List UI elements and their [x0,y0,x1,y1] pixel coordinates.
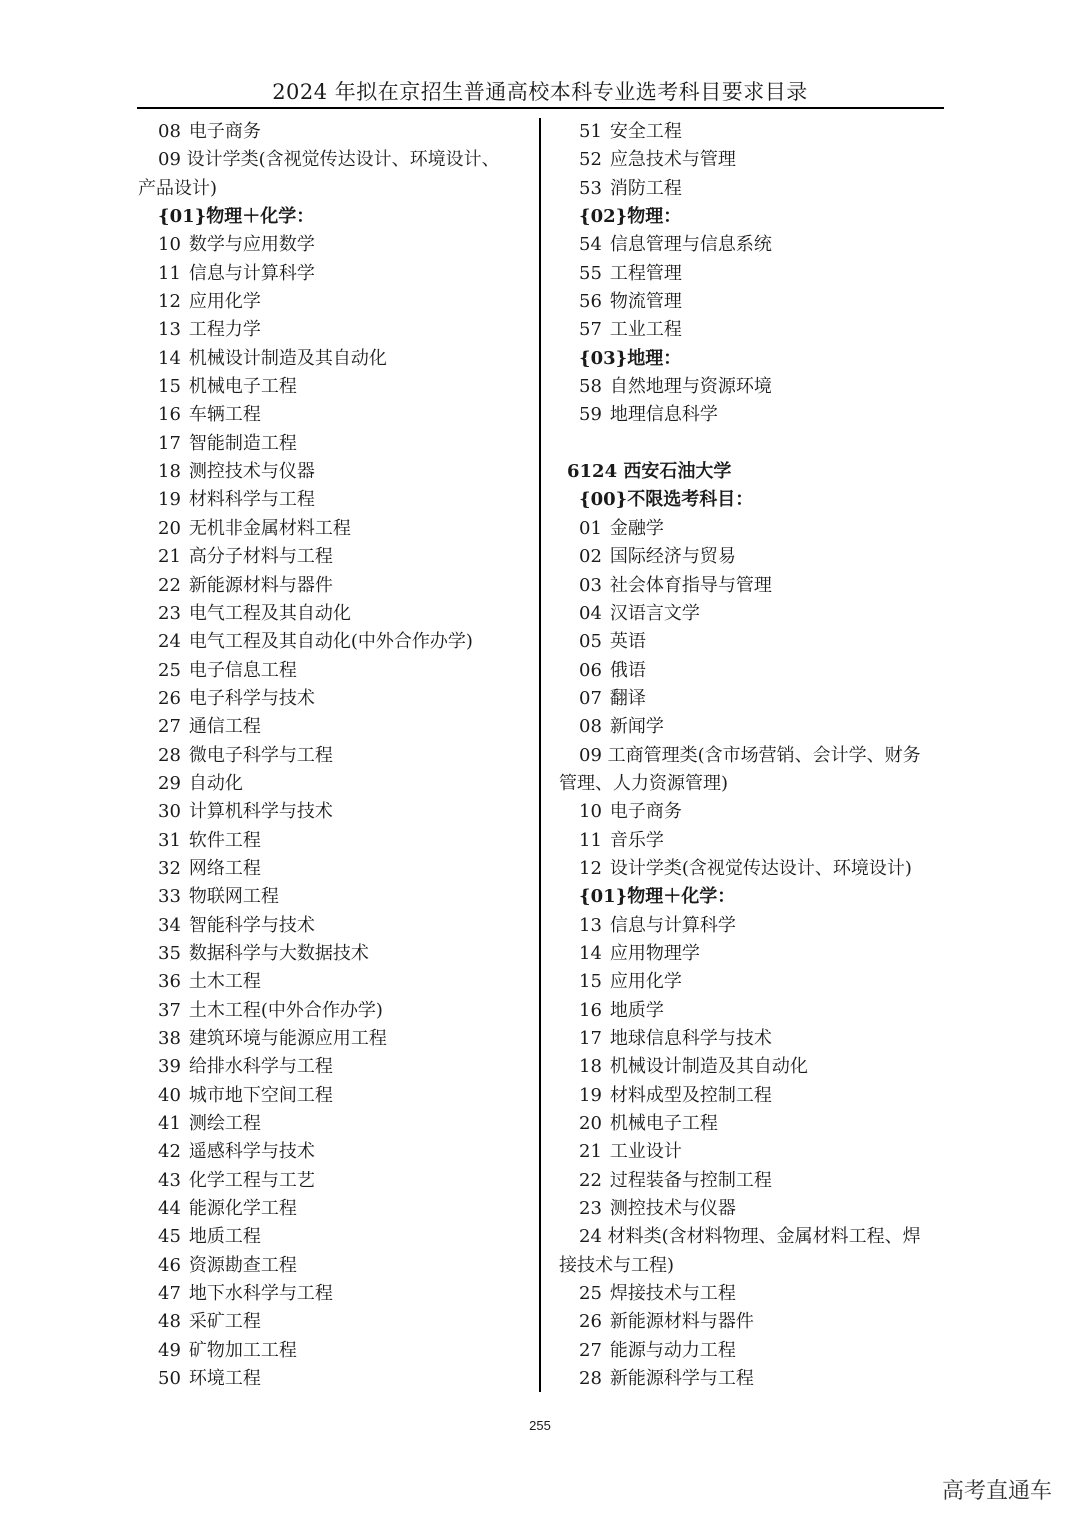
major-name: 焊接技术与工程 [609,1283,736,1305]
major-code: 35 [158,942,181,964]
major-name: 智能制造工程 [188,432,297,454]
major-name: 安全工程 [609,121,682,142]
major-item [138,798,533,826]
major-item [138,685,533,713]
major-item [559,231,954,259]
header-rule [137,107,944,109]
major-item [138,912,533,940]
major-code: 12 [158,291,181,313]
major-code: 20 [579,1113,602,1135]
major-name: 无机非金属材料工程 [188,517,351,539]
major-name: 设计学类(含视觉传达设计、环境设计) [609,857,912,879]
major-item [138,600,533,628]
major-name: 地质学 [609,999,664,1021]
major-name: 电气工程及其自动化(中外合作办学) [188,631,473,653]
major-item [138,373,533,401]
major-code: 57 [579,319,602,341]
major-item [559,855,954,883]
page-number: 255 [529,1418,551,1433]
major-item [138,628,533,656]
major-name: 应急技术与管理 [609,149,736,171]
major-name: 俄语 [609,659,646,681]
major-code: 15 [579,971,602,993]
major-code: 07 [579,687,602,709]
major-name: 高分子材料与工程 [188,546,333,568]
major-item-wrapped-line: 09 设计学类(含视觉传达设计、环境设计、 [158,149,500,171]
major-item [138,1365,533,1393]
major-name: 微电子科学与工程 [188,744,333,766]
major-item [559,515,954,543]
major-name: 信息与计算科学 [609,914,736,936]
major-item [138,1195,533,1223]
major-item [559,600,954,628]
major-name: 计算机科学与技术 [188,801,333,823]
major-code: 08 [158,121,181,142]
major-name: 应用化学 [188,291,261,313]
major-code: 19 [158,489,181,511]
major-code: 56 [579,291,602,313]
major-code: 38 [158,1028,181,1049]
major-code: 06 [579,659,602,681]
major-item [138,1167,533,1195]
major-code: 51 [579,121,602,142]
major-name: 机械电子工程 [188,376,297,398]
major-name: 机械设计制造及其自动化 [609,1056,808,1078]
major-name: 数学与应用数学 [188,234,315,256]
major-name: 物流管理 [609,291,682,313]
major-name: 材料成型及控制工程 [609,1084,772,1106]
major-name: 机械设计制造及其自动化 [188,347,387,369]
major-name: 能源化学工程 [188,1198,297,1220]
major-code: 01 [579,517,602,539]
major-item [559,657,954,685]
major-item [138,770,533,798]
major-code: 32 [158,857,181,879]
column-divider [539,118,541,1392]
major-name: 翻译 [609,687,646,709]
major-name: 矿物加工工程 [188,1339,297,1361]
major-code: 26 [579,1311,602,1333]
major-code: 58 [579,376,602,398]
major-name: 电子商务 [188,121,261,142]
major-name: 通信工程 [188,716,261,738]
major-name: 网络工程 [188,857,261,879]
institution-heading: 6124 西安石油大学 [567,461,732,483]
major-item-wrapped-line: 接技术与工程) [559,1254,675,1276]
major-item [559,912,954,940]
major-code: 27 [158,716,181,738]
major-code: 10 [579,801,602,823]
major-name: 智能科学与技术 [188,914,315,936]
major-item [138,883,533,911]
major-item-wrapped-line: 09 工商管理类(含市场营销、会计学、财务 [579,744,921,766]
major-name: 遥感科学与技术 [188,1141,315,1163]
major-code: 17 [579,1028,602,1049]
major-item [138,572,533,600]
major-item [138,968,533,996]
major-code: 49 [158,1339,181,1361]
major-code: 45 [158,1226,181,1248]
major-code: 08 [579,716,602,738]
major-code: 23 [579,1198,602,1220]
major-code: 27 [579,1339,602,1361]
major-item [138,260,533,288]
major-name: 电气工程及其自动化 [188,602,351,624]
major-item [559,940,954,968]
major-item [138,1025,533,1053]
major-code: 11 [158,262,181,284]
major-item [138,827,533,855]
major-item [559,1053,954,1081]
major-code: 18 [158,461,181,483]
major-name: 地下水科学与工程 [188,1283,333,1305]
major-code: 12 [579,857,602,879]
major-name: 采矿工程 [188,1311,261,1333]
major-code: 54 [579,234,602,256]
major-name: 土木工程(中外合作办学) [188,999,383,1021]
major-name: 自然地理与资源环境 [609,376,772,398]
major-name: 消防工程 [609,177,682,199]
major-code: 25 [579,1283,602,1305]
major-code: 59 [579,404,602,426]
major-name: 工业设计 [609,1141,682,1163]
major-code: 34 [158,914,181,936]
major-name: 车辆工程 [188,404,261,426]
major-name: 工业工程 [609,319,682,341]
major-name: 建筑环境与能源应用工程 [188,1028,387,1049]
major-name: 过程装备与控制工程 [609,1169,772,1191]
major-name: 材料科学与工程 [188,489,315,511]
major-item [138,1280,533,1308]
major-item-wrapped-line: 24 材料类(含材料物理、金属材料工程、焊 [579,1226,921,1248]
major-item [559,572,954,600]
major-code: 55 [579,262,602,284]
major-code: 10 [158,234,181,256]
major-item [138,1308,533,1336]
major-code: 53 [579,177,602,199]
major-item [138,118,533,146]
major-code: 39 [158,1056,181,1078]
major-code: 50 [158,1368,181,1390]
major-item-wrapped-line: 产品设计) [138,177,218,199]
watermark: 高考直通车 [941,1479,1052,1504]
major-item [138,345,533,373]
major-item [559,401,954,429]
major-item [138,430,533,458]
major-code: 41 [158,1113,181,1135]
major-item [138,940,533,968]
blank-line [559,430,954,458]
major-name: 测控技术与仪器 [609,1198,736,1220]
major-item [559,997,954,1025]
major-name: 软件工程 [188,829,261,851]
major-name: 国际经济与贸易 [609,546,736,568]
major-item [138,458,533,486]
major-item [559,1082,954,1110]
major-name: 新能源材料与器件 [609,1311,754,1333]
major-code: 13 [158,319,181,341]
major-code: 17 [158,432,181,454]
major-item [138,742,533,770]
major-code: 22 [158,574,181,596]
major-item [138,1337,533,1365]
major-code: 22 [579,1169,602,1191]
major-item [138,316,533,344]
major-item [138,1110,533,1138]
major-item [138,1053,533,1081]
major-item [559,685,954,713]
major-name: 社会体育指导与管理 [609,574,772,596]
major-name: 音乐学 [609,829,664,851]
major-name: 金融学 [609,517,664,539]
major-code: 36 [158,971,181,993]
major-item [559,1365,954,1393]
left-column [138,118,533,1393]
major-name: 地球信息科学与技术 [609,1028,772,1049]
subject-requirement-heading: {01}物理＋化学： [579,886,736,908]
major-item [559,1308,954,1336]
major-code: 29 [158,772,181,794]
major-code: 48 [158,1311,181,1333]
major-name: 数据科学与大数据技术 [188,942,369,964]
major-item [559,1280,954,1308]
major-code: 30 [158,801,181,823]
major-item [559,1025,954,1053]
major-name: 新能源材料与器件 [188,574,333,596]
major-item [138,231,533,259]
major-code: 20 [158,517,181,539]
page-title: 2024 年拟在京招生普通高校本科专业选考科目要求目录 [272,80,808,104]
major-code: 44 [158,1198,181,1220]
major-name: 电子商务 [609,801,682,823]
major-name: 电子科学与技术 [188,687,315,709]
major-code: 11 [579,829,602,851]
major-code: 23 [158,602,181,624]
major-item [138,997,533,1025]
major-code: 42 [158,1141,181,1163]
major-item-wrapped-line: 管理、人力资源管理) [559,772,729,794]
major-item [138,288,533,316]
major-item [559,713,954,741]
major-item [559,146,954,174]
major-item [559,543,954,571]
major-name: 给排水科学与工程 [188,1056,333,1078]
major-item [138,401,533,429]
subject-requirement-heading: {03}地理： [579,347,682,369]
major-code: 19 [579,1084,602,1106]
major-item [138,713,533,741]
major-code: 24 [158,631,181,653]
major-name: 信息管理与信息系统 [609,234,772,256]
major-item [138,543,533,571]
major-item [559,260,954,288]
major-item [559,1195,954,1223]
major-item [559,1110,954,1138]
major-code: 28 [579,1368,602,1390]
major-code: 31 [158,829,181,851]
subject-requirement-heading: {01}物理＋化学： [158,206,315,228]
major-item [559,1337,954,1365]
major-code: 13 [579,914,602,936]
major-name: 新能源科学与工程 [609,1368,754,1390]
major-name: 化学工程与工艺 [188,1169,315,1191]
major-name: 能源与动力工程 [609,1339,736,1361]
major-name: 信息与计算科学 [188,262,315,284]
major-item [138,657,533,685]
right-column [559,118,954,1393]
major-item [559,968,954,996]
major-code: 14 [158,347,181,369]
major-code: 26 [158,687,181,709]
subject-requirement-heading: {00}不限选考科目： [579,489,754,511]
major-name: 机械电子工程 [609,1113,718,1135]
major-item [138,1138,533,1166]
major-name: 地理信息科学 [609,404,718,426]
major-item [138,1252,533,1280]
major-code: 18 [579,1056,602,1078]
major-code: 25 [158,659,181,681]
major-item [559,628,954,656]
major-item [559,316,954,344]
major-code: 04 [579,602,602,624]
major-item [559,798,954,826]
major-name: 英语 [609,631,646,653]
major-code: 21 [158,546,181,568]
major-code: 33 [158,886,181,908]
major-name: 电子信息工程 [188,659,297,681]
major-code: 52 [579,149,602,171]
major-name: 工程力学 [188,319,261,341]
major-code: 21 [579,1141,602,1163]
major-name: 测绘工程 [188,1113,261,1135]
major-name: 地质工程 [188,1226,261,1248]
major-code: 47 [158,1283,181,1305]
major-code: 37 [158,999,181,1021]
major-name: 环境工程 [188,1368,261,1390]
major-code: 14 [579,942,602,964]
major-code: 46 [158,1254,181,1276]
major-name: 汉语言文学 [609,602,700,624]
major-item [559,288,954,316]
major-code: 05 [579,631,602,653]
major-name: 工程管理 [609,262,682,284]
major-code: 16 [579,999,602,1021]
major-code: 40 [158,1084,181,1106]
major-code: 28 [158,744,181,766]
major-name: 土木工程 [188,971,261,993]
subject-requirement-heading: {02}物理： [579,206,682,228]
major-item [559,1138,954,1166]
major-name: 应用化学 [609,971,682,993]
major-item [559,175,954,203]
major-item [138,515,533,543]
major-item [559,1167,954,1195]
major-item [138,1223,533,1251]
major-name: 新闻学 [609,716,664,738]
major-item [138,486,533,514]
major-item [559,373,954,401]
major-name: 物联网工程 [188,886,279,908]
major-code: 03 [579,574,602,596]
major-code: 16 [158,404,181,426]
major-item [138,1082,533,1110]
major-name: 测控技术与仪器 [188,461,315,483]
major-code: 15 [158,376,181,398]
major-name: 应用物理学 [609,942,700,964]
major-item [559,827,954,855]
major-item [559,118,954,146]
major-name: 资源勘查工程 [188,1254,297,1276]
major-code: 43 [158,1169,181,1191]
major-name: 城市地下空间工程 [188,1084,333,1106]
major-code: 02 [579,546,602,568]
major-item [138,855,533,883]
major-name: 自动化 [188,772,243,794]
